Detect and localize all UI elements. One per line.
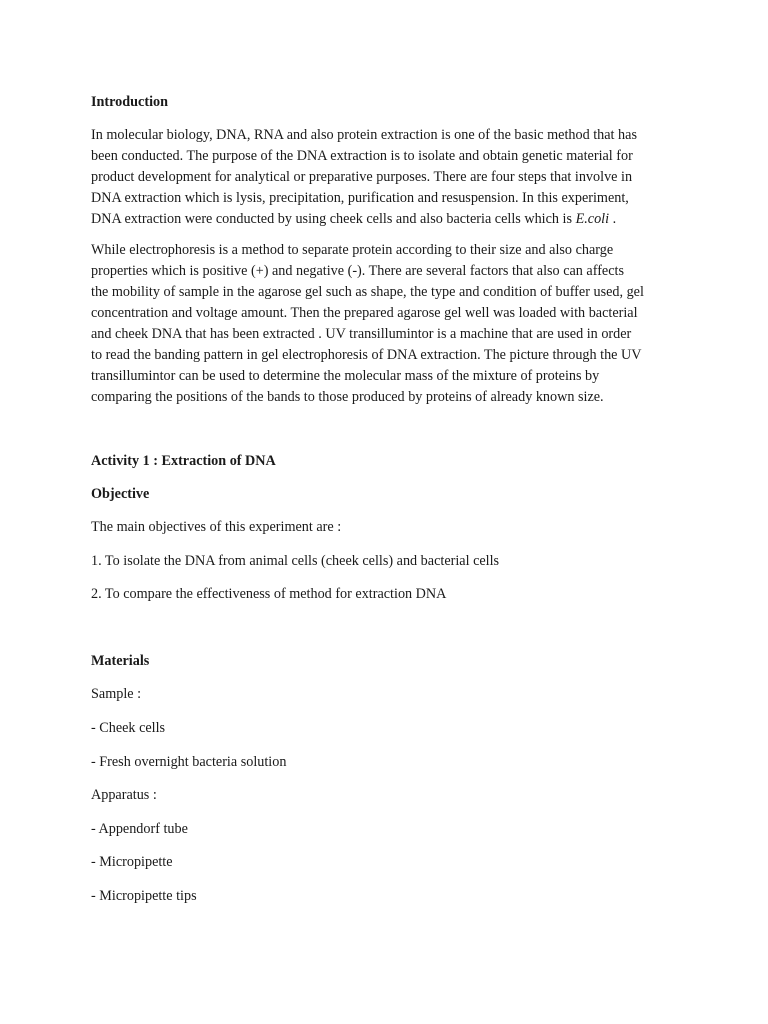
apparatus-item-micropipette: - Micropipette: [91, 854, 173, 870]
materials-heading: Materials: [91, 653, 150, 669]
text-line: comparing the positions of the bands to those produced by proteins of already known size.: [91, 389, 604, 405]
text-line: the mobility of sample in the agarose gel such as shape, the type and condition of buffer used, gel: [91, 284, 644, 300]
text-line: In molecular biology, DNA, RNA and also protein extraction is one of the basic method that has: [91, 127, 637, 143]
apparatus-item-tips: - Micropipette tips: [91, 888, 197, 904]
ecoli-term: E.coli: [575, 211, 610, 227]
sample-item-bacteria: - Fresh overnight bacteria solution: [91, 754, 287, 770]
sample-label: Sample :: [91, 686, 142, 702]
text-run: DNA extraction were conducted by using cheek cells and also bacteria cells which is: [91, 211, 576, 227]
text-line: been conducted. The purpose of the DNA extraction is to isolate and obtain genetic material for: [91, 148, 633, 164]
text-line: product development for analytical or preparative purposes. There are four steps that involve in: [91, 169, 633, 185]
text-line: While electrophoresis is a method to separate protein according to their size and also charge: [91, 242, 614, 258]
objective-item-2: 2. To compare the effectiveness of method for extraction DNA: [91, 586, 447, 602]
introduction-paragraph-2: [91, 240, 677, 408]
text-line: transillumintor can be used to determine the molecular mass of the mixture of proteins by: [91, 368, 600, 384]
objective-intro: The main objectives of this experiment are :: [91, 519, 342, 535]
text-line-last: [91, 209, 677, 230]
introduction-paragraph-1: [91, 125, 677, 230]
text-line: DNA extraction which is lysis, precipitation, purification and resuspension. In this experiment,: [91, 190, 629, 206]
objective-item-1: 1. To isolate the DNA from animal cells (cheek cells) and bacterial cells: [91, 553, 500, 569]
apparatus-label: Apparatus :: [91, 787, 157, 803]
introduction-heading: Introduction: [91, 94, 168, 110]
text-line: concentration and voltage amount. Then the prepared agarose gel well was loaded with bacterial: [91, 305, 638, 321]
text-line: properties which is positive (+) and negative (-). There are several factors that also can affects: [91, 263, 624, 279]
activity-1-heading: Activity 1 : Extraction of DNA: [91, 453, 276, 469]
objective-heading: Objective: [91, 486, 150, 502]
text-run: .: [609, 211, 617, 227]
text-line: to read the banding pattern in gel electrophoresis of DNA extraction. The picture through the UV: [91, 347, 642, 363]
sample-item-cheek-cells: - Cheek cells: [91, 720, 166, 736]
text-line: and cheek DNA that has been extracted . UV transillumintor is a machine that are used in order: [91, 326, 632, 342]
apparatus-item-tube: - Appendorf tube: [91, 821, 188, 837]
